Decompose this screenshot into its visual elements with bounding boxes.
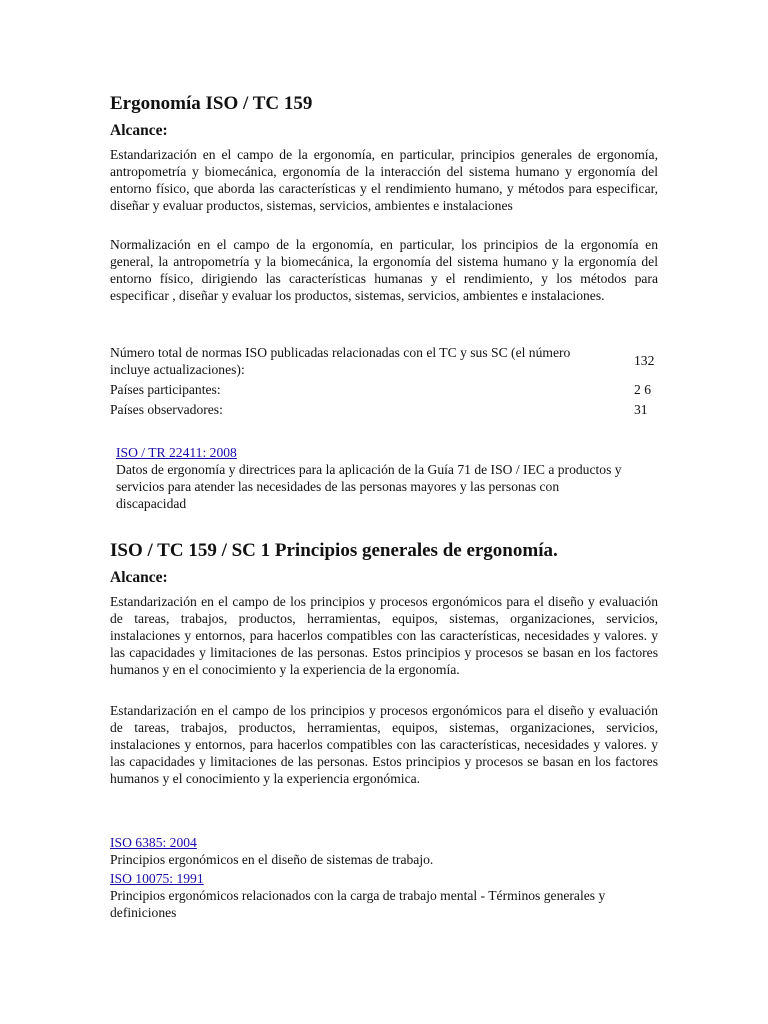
reference-description: Datos de ergonomía y directrices para la aplicación de la Guía 71 de ISO / IEC a productos y servicios para atender las necesidades de las personas mayores y las personas con discapacidad — [116, 462, 622, 511]
scope-paragraph: Normalización en el campo de la ergonomía, en particular, los principios de la ergonomía en general, la antropometría y la biomecánica, la ergonomía del sistema humano y la ergonomía del entorno físico, dirigiendo las características humanas y el rendimiento, y los métodos para especificar , diseñar y evaluar los productos, sistemas, servicios, ambientes e instalaciones. — [110, 237, 658, 303]
stat-row — [110, 401, 658, 418]
reference-entry — [116, 444, 626, 512]
stat-label: Países participantes: — [110, 382, 221, 397]
scope-heading: Alcance: — [110, 569, 168, 586]
section-title: ISO / TC 159 / SC 1 Principios generales de ergonomía. — [110, 540, 558, 561]
reference-entry — [110, 834, 630, 868]
reference-link[interactable]: ISO 10075: 1991 — [110, 871, 204, 886]
scope-heading: Alcance: — [110, 122, 168, 139]
scope-paragraph: Estandarización en el campo de los principios y procesos ergonómicos para el diseño y evaluación de tareas, trabajos, productos, herramientas, equipos, sistemas, organizaciones, servicios, instalaciones y entornos, para hacerlos compatibles con las características, necesidades y valores. y las capacidades y limitaciones de las personas. Estos principios y procesos se basan en los factores humanos y el conocimiento y la experiencia ergonómica. — [110, 703, 658, 786]
stat-label: Número total de normas ISO publicadas relacionadas con el TC y sus SC (el número incluye actualizaciones): — [110, 345, 571, 377]
stat-label: Países observadores: — [110, 402, 223, 417]
scope-paragraph: Estandarización en el campo de la ergonomía, en particular, principios generales de ergonomía, antropometría y biomecánica, ergonomía de la interacción del sistema humano y ergonomía del entorno físico, que aborda las características y el rendimiento humano, y métodos para especificar, diseñar y evaluar productos, sistemas, servicios, ambientes e instalaciones — [110, 147, 658, 213]
reference-description: Principios ergonómicos relacionados con la carga de trabajo mental - Términos generales y definiciones — [110, 888, 606, 920]
reference-description: Principios ergonómicos en el diseño de sistemas de trabajo. — [110, 852, 434, 867]
stat-value: 31 — [634, 402, 648, 417]
reference-link[interactable]: ISO / TR 22411: 2008 — [116, 445, 237, 460]
reference-entry — [110, 870, 630, 921]
stat-row — [110, 381, 658, 398]
scope-paragraph: Estandarización en el campo de los principios y procesos ergonómicos para el diseño y evaluación de tareas, trabajos, productos, herramientas, equipos, sistemas, organizaciones, servicios, instalaciones y entornos, para hacerlos compatibles con las características, necesidades y valores. y las capacidades y limitaciones de las personas. Estos principios y procesos se basan en los factores humanos y en el conocimiento y la experiencia de la ergonomía. — [110, 594, 658, 677]
stats-table — [110, 344, 658, 418]
stat-row — [110, 344, 658, 378]
stat-value: 132 — [634, 353, 655, 368]
stat-value: 2 6 — [634, 382, 651, 397]
section-title: Ergonomía ISO / TC 159 — [110, 93, 313, 114]
reference-link[interactable]: ISO 6385: 2004 — [110, 835, 197, 850]
